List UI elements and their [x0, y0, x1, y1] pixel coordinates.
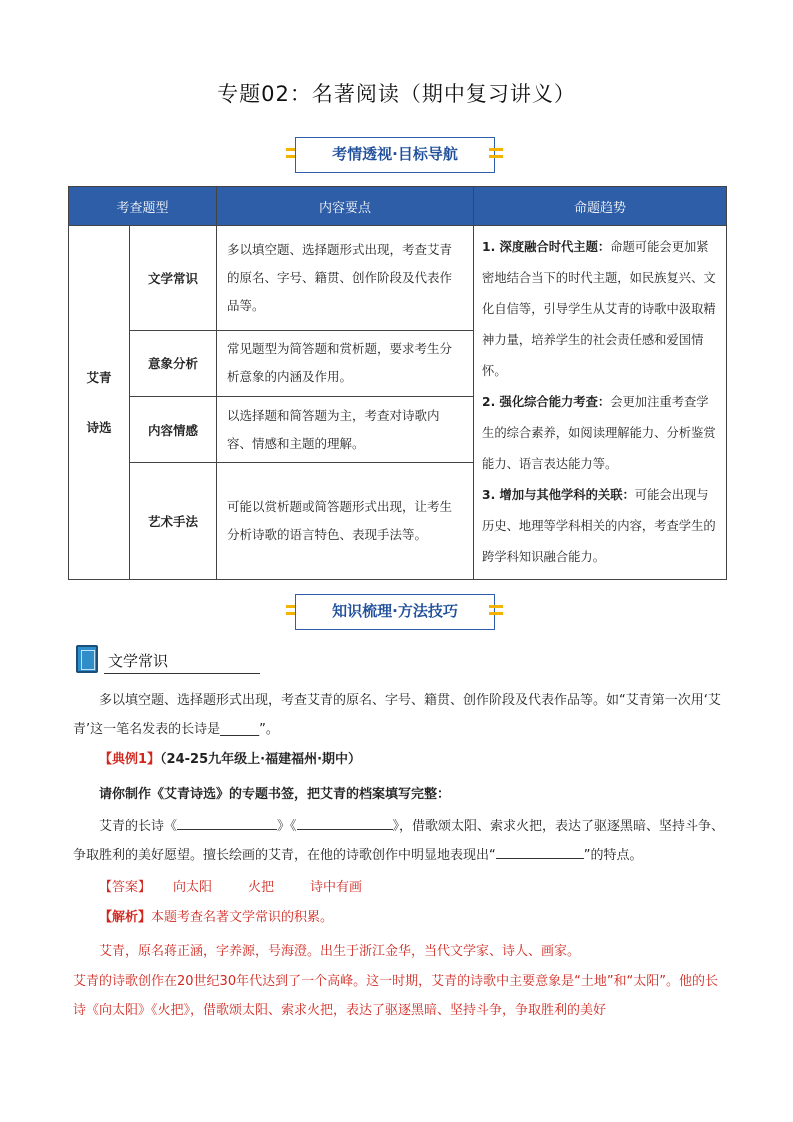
table-header-row: [69, 187, 727, 226]
section-banner-knowledge: 知识梳理·方法技巧: [295, 594, 495, 630]
heading-underline: [104, 673, 260, 674]
table-row: [69, 226, 727, 331]
banner-decoration-right: [489, 148, 503, 158]
type-cell: 文学常识: [130, 226, 217, 331]
type-cell: 艺术手法: [130, 463, 217, 580]
header-question-type: 考查题型: [69, 187, 217, 226]
banner-decoration-right: [489, 605, 503, 615]
analysis-label: 【解析】: [99, 910, 152, 925]
type-cell: 意象分析: [130, 330, 217, 396]
page-title: 专题02：名著阅读（期中复习讲义）: [217, 82, 576, 106]
answer-item: 火把: [248, 880, 275, 895]
header-content-points: 内容要点: [217, 187, 474, 226]
answer-blank: [177, 815, 277, 830]
answer-line: [73, 873, 728, 902]
section-banner-exam-overview: 考情透视·目标导航: [295, 137, 495, 173]
answer-label: 【答案】: [99, 880, 152, 895]
content-cell: 以选择题和简答题为主，考查对诗歌内容、情感和主题的理解。: [217, 396, 474, 462]
analysis-paragraph: 艾青的诗歌创作在20世纪30年代达到了一个高峰。这一时期，艾青的诗歌中主要意象是“土地”和“太阳”。他的长诗《向太阳》《火把》，借歌颂太阳、索求火把，表达了驱逐黑暗、坚持斗争，争取胜利的美好: [73, 974, 719, 1018]
answer-blank: [496, 844, 584, 859]
answer-item: 向太阳: [173, 880, 213, 895]
example-heading: [73, 745, 728, 774]
question-text: 请你制作《艾青诗选》的专题书签，把艾青的档案填写完整：: [99, 787, 451, 802]
bio-paragraph: 艾青，原名蒋正涵，字养源，号海澄。出生于浙江金华，当代文学家、诗人、画家。: [99, 944, 581, 959]
fill-paragraph: 艾青的长诗《 》《 》，借歌颂太阳、索求火把，表达了驱逐黑暗、坚持斗争、争取胜利的美好愿望。擅长绘画的艾青，在他的诗歌创作中明显地表现出“ ”的特点。: [73, 812, 728, 870]
content-cell: 常见题型为简答题和赏析题，要求考生分析意象的内涵及作用。: [217, 330, 474, 396]
example-tag: 【典例1】: [99, 752, 161, 767]
example-source: （24-25九年级上·福建福州·期中）: [160, 752, 362, 767]
intro-blank: ______: [220, 722, 260, 737]
trend-cell: [474, 226, 727, 580]
content-cell: 多以填空题、选择题形式出现，考查艾青的原名、字号、籍贯、创作阶段及代表作品等。: [217, 226, 474, 331]
exam-overview-table: [68, 186, 727, 580]
type-cell: 内容情感: [130, 396, 217, 462]
category-line-2: 诗选: [86, 419, 112, 435]
trend-item: 1. 深度融合时代主题：命题可能会更加紧密地结合当下的时代主题，如民族复兴、文化自信等，引导学生从艾青的诗歌中汲取精神力量，培养学生的社会责任感和爱国情怀。: [482, 240, 716, 378]
answer-item: 诗中有画: [310, 880, 363, 895]
content-cell: 可能以赏析题或简答题形式出现，让考生分析诗歌的语言特色、表现手法等。: [217, 463, 474, 580]
analysis-line: [73, 903, 728, 932]
answer-blank: [297, 815, 393, 830]
category-cell: [69, 226, 130, 580]
intro-paragraph: 多以填空题、选择题形式出现，考查艾青的原名、字号、籍贯、创作阶段及代表作品等。如“艾青第一次用‘艾青’这一笔名发表的长诗是______”。: [73, 693, 721, 737]
trend-item: 3. 增加与其他学科的关联：可能会出现与历史、地理等学科相关的内容，考查学生的跨学科知识融合能力。: [482, 488, 716, 564]
subsection-title: 文学常识: [108, 652, 169, 670]
header-trend: 命题趋势: [474, 187, 727, 226]
analysis-text: 本题考查名著文学常识的积累。: [151, 910, 334, 925]
category-line-1: 艾青: [86, 369, 112, 385]
trend-item: 2. 强化综合能力考查：会更加注重考查学生的综合素养，如阅读理解能力、分析鉴赏能力、语言表达能力等。: [482, 395, 716, 471]
book-icon: [76, 645, 98, 673]
